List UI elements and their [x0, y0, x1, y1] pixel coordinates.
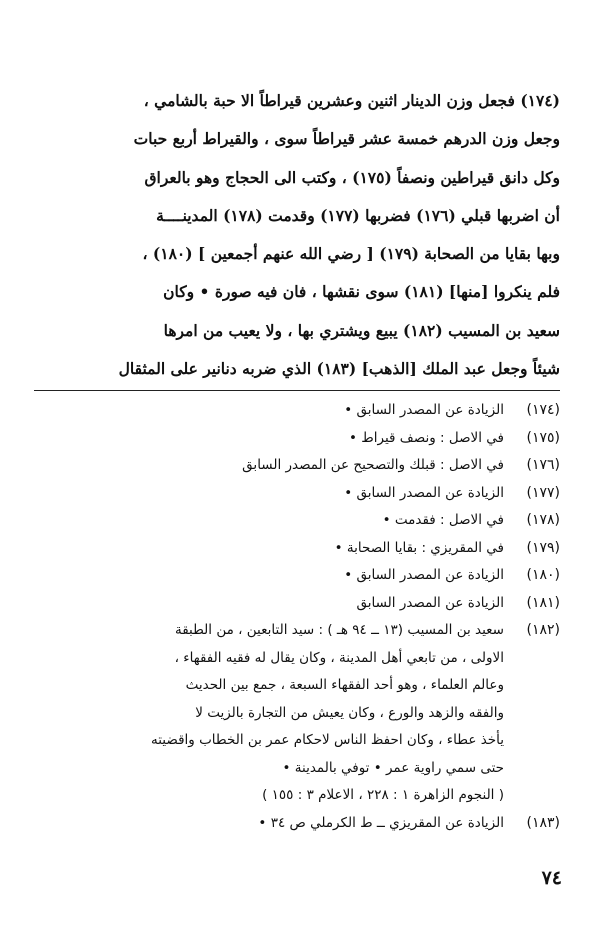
footnotes — [34, 397, 560, 837]
footnote-179 — [34, 535, 560, 563]
footnote-text — [34, 617, 504, 810]
footnote-text — [34, 507, 504, 535]
footnote-176 — [34, 452, 560, 480]
footnote-line: في الاصل : ونصف قيراط • — [349, 429, 504, 446]
footnote-line: الزيادة عن المصدر السابق • — [344, 567, 504, 583]
footnote-number: (١٨٠) — [526, 567, 560, 583]
footnote-number: (١٨٢) — [526, 622, 560, 638]
footnote-line: ( النجوم الزاهرة ١ : ٢٢٨ ، الاعلام ٣ : ١٥٥ ) — [262, 787, 504, 803]
footnote-line: في الاصل : قبلك والتصحيح عن المصدر السابق — [242, 457, 504, 473]
footnote-line: والفقه والزهد والورع ، وكان يعيش من التجارة بالزيت لا — [195, 704, 504, 721]
footnote-line: وعالم العلماء ، وهو أحد الفقهاء السبعة ، جمع بين الحديث — [185, 677, 504, 693]
footnote-text — [34, 810, 504, 838]
footnote-line: الزيادة عن المصدر السابق • — [344, 484, 504, 501]
main-text-line: شيئاً وجعل عبد الملك [الذهب] (١٨٣) الذي ضربه دنانير على المثقال — [118, 359, 560, 379]
main-text-line: وكل دانق قيراطين ونصفاً (١٧٥) ، وكتب الى الحجاج وهو بالعراق — [144, 167, 560, 187]
main-text-line: أن اضربها قبلي (١٧٦) فضربها (١٧٧) وقدمت (١٧٨) المدينــــة — [156, 205, 560, 225]
footnote-183 — [34, 810, 560, 838]
footnote-line: حتى سمي راوية عمر • توفي بالمدينة • — [282, 759, 504, 776]
footnote-text — [34, 425, 504, 453]
footnote-180 — [34, 562, 560, 590]
footnote-number: (١٨١) — [526, 594, 560, 611]
footnote-line: الزيادة عن المصدر السابق — [356, 594, 504, 611]
main-text — [34, 82, 560, 388]
footnote-line: الزيادة عن المقريزي ــ ط الكرملي ص ٣٤ • — [258, 814, 504, 831]
footnote-text — [34, 397, 504, 425]
main-text-line: (١٧٤) فجعل وزن الدينار اثنين وعشرين قيراطاً الا حبة بالشامي ، — [143, 91, 560, 110]
main-text-line: وجعل وزن الدرهم خمسة عشر قيراطاً سوى ، والقيراط أربع حبات — [133, 129, 560, 149]
main-text-line: فلم ينكروا [منها] (١٨١) سوى نقشها ، فان فيه صورة • وكان — [163, 282, 560, 302]
footnote-divider — [34, 390, 560, 391]
footnote-175 — [34, 425, 560, 453]
footnote-text — [34, 535, 504, 563]
footnote-text — [34, 452, 504, 480]
footnote-number: (١٧٧) — [526, 484, 560, 501]
footnote-line: الزيادة عن المصدر السابق • — [344, 402, 504, 418]
main-text-line: سعيد بن المسيب (١٨٢) يبيع ويشتري بها ، ولا يعيب من امرها — [163, 320, 560, 340]
footnote-182 — [34, 617, 560, 810]
footnote-177 — [34, 480, 560, 508]
footnote-line: في الاصل : فقدمت • — [382, 512, 504, 528]
page-number: ٧٤ — [541, 867, 562, 889]
footnote-number: (١٧٨) — [526, 512, 560, 528]
footnote-line: في المقريزي : بقايا الصحابة • — [334, 539, 504, 556]
footnote-178 — [34, 507, 560, 535]
footnote-line: يأخذ عطاء ، وكان احفظ الناس لاحكام عمر بن الخطاب واقضيته — [150, 732, 504, 748]
footnote-181 — [34, 590, 560, 618]
footnote-number: (١٧٩) — [526, 539, 560, 556]
footnote-number: (١٨٣) — [526, 814, 560, 831]
main-text-line: وبها بقايا من الصحابة (١٧٩) [ رضي الله عنهم أجمعين ] (١٨٠) ، — [142, 244, 560, 264]
footnote-text — [34, 480, 504, 508]
footnote-number: (١٧٤) — [526, 402, 560, 418]
footnote-number: (١٧٥) — [526, 429, 560, 446]
footnote-line: سعيد بن المسيب (١٣ ــ ٩٤ هـ ) : سيد التابعين ، من الطبقة — [174, 622, 504, 638]
footnote-number: (١٧٦) — [526, 457, 560, 473]
footnote-line: الاولى ، من تابعي أهل المدينة ، وكان يقال له فقيه الفقهاء ، — [174, 649, 504, 666]
footnote-text — [34, 590, 504, 618]
footnote-text — [34, 562, 504, 590]
footnote-174 — [34, 397, 560, 425]
